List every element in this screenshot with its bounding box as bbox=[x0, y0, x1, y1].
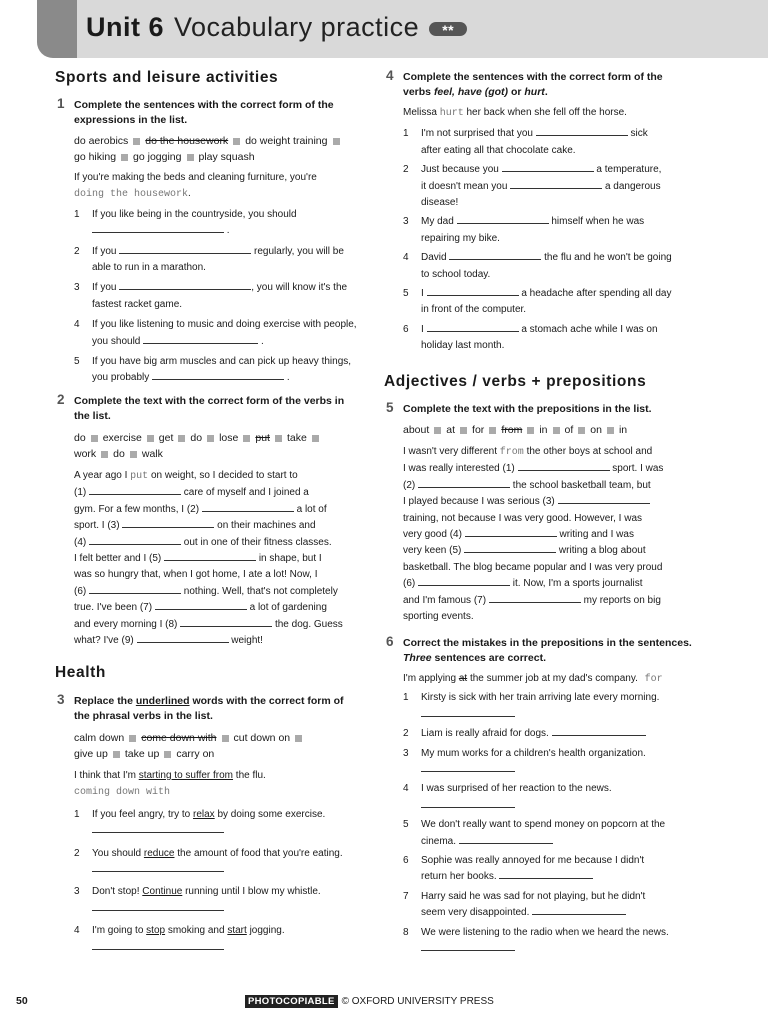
list-item: 1 Kirsty is sick with her train arriving late every morning. bbox=[403, 690, 693, 723]
text-line: training, not because I was very good. However, I was bbox=[403, 512, 643, 524]
exercise-3 bbox=[57, 692, 359, 956]
example: I think that I'm starting to suffer from the flu. coming down with bbox=[74, 770, 266, 799]
answer-blank[interactable] bbox=[502, 162, 594, 172]
list-item: 6 Sophie was really annoyed for me because I didn't return her books. bbox=[403, 855, 645, 883]
separator-square bbox=[187, 154, 194, 161]
answer-blank[interactable] bbox=[464, 543, 556, 553]
example-answer: for bbox=[644, 674, 663, 685]
word: at bbox=[446, 424, 456, 436]
answer-blank[interactable] bbox=[518, 461, 610, 471]
copyright-text: © OXFORD UNIVERSITY PRESS bbox=[341, 996, 494, 1007]
exercise-instruction: Complete the text with the prepositions in the list. bbox=[403, 403, 652, 415]
word: for bbox=[472, 424, 485, 436]
separator-square bbox=[121, 154, 128, 161]
text-line: (1) care of myself and I joined a bbox=[74, 487, 309, 499]
example: Melissa hurt her back when she fell off the horse. bbox=[403, 107, 627, 119]
unit-header-tab bbox=[37, 0, 77, 58]
separator-square bbox=[164, 751, 171, 758]
list-item: 3 My mum works for a children's health organization. bbox=[403, 746, 693, 779]
gap-fill-text bbox=[74, 468, 359, 649]
item-text: If you bbox=[92, 245, 117, 257]
answer-blank[interactable] bbox=[152, 370, 284, 380]
word: play squash bbox=[198, 151, 255, 163]
word: do bbox=[74, 432, 86, 444]
list-item: 2 Liam is really afraid for dogs. bbox=[403, 726, 693, 742]
item-text: regularly, you will be able to run in a marathon. bbox=[92, 245, 344, 274]
text-line: (6) it. Now, I'm a sports journalist bbox=[403, 578, 643, 590]
answer-blank[interactable] bbox=[532, 905, 626, 915]
word: cut down on bbox=[233, 732, 291, 744]
answer-blank[interactable] bbox=[427, 286, 519, 296]
answer-blank[interactable] bbox=[427, 322, 519, 332]
answer-blank[interactable] bbox=[418, 478, 510, 488]
answer-blank[interactable] bbox=[558, 494, 650, 504]
exercise-number: 6 bbox=[386, 634, 394, 649]
word-used: do the housework bbox=[145, 135, 229, 147]
text-line: (6) nothing. Well, that's not completely bbox=[74, 585, 338, 597]
word-used: put bbox=[255, 432, 270, 444]
separator-square bbox=[147, 435, 154, 442]
text-line: I wasn't very different from the other boys at school and bbox=[403, 446, 653, 458]
exercise-2 bbox=[57, 392, 359, 649]
example-answer: from bbox=[499, 447, 524, 458]
item-number: 5 bbox=[74, 356, 80, 368]
word: walk bbox=[141, 448, 163, 460]
text-line: sporting events. bbox=[403, 611, 474, 623]
answer-blank[interactable] bbox=[465, 527, 557, 537]
answer-blank[interactable] bbox=[89, 535, 181, 545]
word: do bbox=[190, 432, 203, 444]
text-line: very keen (5) writing a blog about bbox=[403, 545, 646, 557]
word: of bbox=[564, 424, 574, 436]
separator-square bbox=[527, 427, 534, 434]
item-list bbox=[74, 807, 359, 956]
word: calm down bbox=[74, 732, 125, 744]
answer-blank[interactable] bbox=[510, 179, 602, 189]
word-list bbox=[74, 730, 359, 762]
answer-blank[interactable] bbox=[418, 576, 510, 586]
word-list bbox=[74, 133, 359, 165]
word: do aerobics bbox=[74, 135, 129, 147]
answer-blank[interactable] bbox=[421, 707, 515, 717]
list-item: 7 Harry said he was sad for not playing, but he didn't seem very disappointed. bbox=[403, 890, 646, 919]
word: about bbox=[403, 424, 430, 436]
separator-square bbox=[233, 138, 240, 145]
word-used: come down with bbox=[141, 732, 217, 744]
exercise-instruction: Replace the underlined words with the correct form of the phrasal verbs in the list. bbox=[74, 695, 344, 722]
answer-blank[interactable] bbox=[137, 633, 229, 643]
item-text: , you will know it's the fastest racket game. bbox=[92, 282, 348, 310]
text-line: A year ago I put on weight, so I decided to start to bbox=[74, 470, 298, 482]
separator-square bbox=[460, 427, 467, 434]
example-answer: hurt bbox=[439, 108, 464, 119]
answer-blank[interactable] bbox=[119, 280, 251, 290]
section-title-health: Health bbox=[55, 664, 106, 681]
item-text: . bbox=[226, 225, 230, 237]
item-list bbox=[403, 690, 693, 957]
answer-blank[interactable] bbox=[202, 502, 294, 512]
text-line: sport. I (3) on their machines and bbox=[74, 520, 316, 532]
text-line: true. I've been (7) a lot of gardening bbox=[74, 602, 327, 614]
exercise-instruction: Complete the text with the correct form of the verbs in the list. bbox=[74, 395, 345, 422]
answer-blank[interactable] bbox=[552, 726, 646, 736]
word: go hiking bbox=[74, 151, 117, 163]
text-line: (4) out in one of their fitness classes. bbox=[74, 536, 332, 548]
separator-square bbox=[578, 427, 585, 434]
word-used: from bbox=[501, 424, 523, 436]
page-title bbox=[86, 12, 467, 43]
answer-blank[interactable] bbox=[155, 600, 247, 610]
list-item: 6 I a stomach ache while I was on holiday last month. bbox=[403, 323, 658, 352]
text-line: was so hungry that, when I got home, I ate a lot! Now, I bbox=[74, 569, 318, 581]
exercise-4 bbox=[386, 68, 693, 355]
list-item bbox=[74, 244, 359, 277]
word: work bbox=[74, 448, 97, 460]
item-text: If you like listening to music and doing exercise with people, you should bbox=[92, 319, 357, 347]
word: do weight training bbox=[245, 135, 328, 147]
word: in bbox=[618, 424, 628, 436]
item-text: . bbox=[260, 335, 264, 347]
answer-blank[interactable] bbox=[457, 214, 549, 224]
item-number: 1 bbox=[74, 208, 80, 220]
exercise-number: 5 bbox=[386, 400, 394, 415]
answer-blank[interactable] bbox=[92, 901, 224, 911]
gap-fill-text bbox=[403, 444, 693, 625]
exercise-instruction: Complete the sentences with the correct form of the verbs feel, have (got) or hurt. bbox=[403, 71, 663, 98]
answer-blank[interactable] bbox=[92, 223, 224, 233]
item-text: If you bbox=[92, 282, 117, 294]
answer-blank[interactable] bbox=[180, 617, 272, 627]
word: do bbox=[113, 448, 125, 460]
exercise-5 bbox=[386, 400, 693, 625]
answer-blank[interactable] bbox=[489, 593, 581, 603]
answer-blank[interactable] bbox=[421, 762, 515, 772]
list-item: 2 Just because you a temperature, it doesn't mean you a dangerous disease! bbox=[403, 164, 662, 209]
answer-blank[interactable] bbox=[92, 940, 224, 950]
text-line: (2) the school basketball team, but bbox=[403, 479, 651, 491]
answer-blank[interactable] bbox=[89, 485, 181, 495]
text-line: and I'm famous (7) my reports on big bbox=[403, 594, 661, 606]
list-item: 3 Don't stop! Continue running until I blow my whistle. bbox=[74, 884, 359, 917]
separator-square bbox=[607, 427, 614, 434]
word: take bbox=[286, 432, 307, 444]
exercise-instruction: Complete the sentences with the correct form of the expressions in the list. bbox=[74, 99, 334, 126]
word: on bbox=[590, 424, 602, 436]
list-item: 8 We were listening to the radio when we heard the news. bbox=[403, 925, 693, 958]
example: I'm applying at the summer job at my dad's company. for bbox=[403, 673, 663, 685]
text-line: what? I've (9) weight! bbox=[74, 635, 263, 647]
text-line: and every morning I (8) the dog. Guess bbox=[74, 618, 343, 630]
separator-square bbox=[101, 451, 108, 458]
list-item bbox=[74, 317, 359, 350]
list-item: 4 I was surprised of her reaction to the news. bbox=[403, 781, 693, 814]
answer-blank[interactable] bbox=[164, 551, 256, 561]
separator-square bbox=[489, 427, 496, 434]
unit-title: Vocabulary practice bbox=[174, 12, 420, 42]
example-answer: put bbox=[130, 471, 149, 482]
answer-blank[interactable] bbox=[421, 941, 515, 951]
example-answer: coming down with bbox=[74, 787, 171, 799]
word: take up bbox=[124, 748, 160, 760]
word: get bbox=[158, 432, 174, 444]
exercise-instruction: Correct the mistakes in the prepositions in the sentences. Three sentences are correct. bbox=[403, 637, 692, 664]
separator-square bbox=[113, 751, 120, 758]
answer-blank[interactable] bbox=[143, 334, 258, 344]
separator-square bbox=[130, 451, 137, 458]
list-item: 2 You should reduce the amount of food that you're eating. bbox=[74, 846, 359, 879]
separator-square bbox=[133, 138, 140, 145]
list-item bbox=[74, 207, 359, 240]
separator-square bbox=[178, 435, 185, 442]
answer-blank[interactable] bbox=[122, 518, 214, 528]
section-title-adjectives: Adjectives / verbs + prepositions bbox=[384, 373, 647, 390]
example-answer: doing the housework bbox=[74, 189, 189, 201]
unit-number: Unit 6 bbox=[86, 12, 165, 42]
text-line: I was really interested (1) sport. I was bbox=[403, 463, 664, 475]
text-line: very good (4) writing and I was bbox=[403, 529, 634, 541]
level-badge: ** bbox=[429, 22, 467, 36]
separator-square bbox=[243, 435, 250, 442]
list-item: 5 We don't really want to spend money on popcorn at the cinema. bbox=[403, 819, 666, 847]
list-item: 3 My dad himself when he was repairing my bike. bbox=[403, 216, 645, 244]
separator-square bbox=[312, 435, 319, 442]
exercise-6 bbox=[386, 634, 693, 958]
text-line: gym. For a few months, I (2) a lot of bbox=[74, 503, 327, 515]
item-list bbox=[74, 207, 359, 387]
word: go jogging bbox=[133, 151, 182, 163]
list-item bbox=[74, 354, 359, 387]
copyright-footer bbox=[245, 996, 494, 1007]
separator-square bbox=[129, 735, 136, 742]
answer-blank[interactable] bbox=[119, 244, 251, 254]
answer-blank[interactable] bbox=[92, 862, 224, 872]
answer-blank[interactable] bbox=[449, 250, 541, 260]
text-line: I played because I was serious (3) bbox=[403, 494, 693, 510]
answer-blank[interactable] bbox=[421, 798, 515, 808]
exercise-number: 4 bbox=[386, 68, 394, 83]
list-item: 1 If you feel angry, try to relax by doing some exercise. bbox=[74, 807, 359, 840]
exercise-number: 3 bbox=[57, 692, 65, 707]
exercise-number: 2 bbox=[57, 392, 65, 407]
separator-square bbox=[553, 427, 560, 434]
example: If you're making the beds and cleaning furniture, you're doing the housework. bbox=[74, 172, 317, 201]
text-line: I felt better and I (5) in shape, but I bbox=[74, 553, 322, 565]
item-number: 4 bbox=[74, 319, 80, 331]
exercise-1 bbox=[57, 96, 359, 387]
separator-square bbox=[275, 435, 282, 442]
item-list bbox=[403, 126, 693, 354]
answer-blank[interactable] bbox=[92, 823, 224, 833]
answer-blank[interactable] bbox=[536, 126, 628, 136]
word: in bbox=[539, 424, 548, 436]
list-item: 4 I'm going to stop smoking and start jogging. bbox=[74, 923, 359, 956]
item-number: 3 bbox=[74, 282, 80, 294]
section-title-sports: Sports and leisure activities bbox=[55, 69, 279, 86]
separator-square bbox=[91, 435, 98, 442]
separator-square bbox=[333, 138, 340, 145]
answer-blank[interactable] bbox=[499, 869, 593, 879]
word-list bbox=[403, 422, 693, 438]
separator-square bbox=[207, 435, 214, 442]
exercise-number: 1 bbox=[57, 96, 65, 111]
word-list bbox=[74, 430, 359, 462]
answer-blank[interactable] bbox=[459, 834, 553, 844]
list-item: 1 I'm not surprised that you sick after eating all that chocolate cake. bbox=[403, 128, 648, 156]
separator-square bbox=[295, 735, 302, 742]
page-number: 50 bbox=[16, 995, 28, 1007]
text-line: basketball. The blog became popular and I was very proud bbox=[403, 561, 663, 573]
separator-square bbox=[434, 427, 441, 434]
word: exercise bbox=[102, 432, 142, 444]
item-number: 2 bbox=[74, 245, 80, 257]
list-item bbox=[74, 280, 359, 313]
list-item: 4 David the flu and he won't be going to school today. bbox=[403, 252, 672, 280]
separator-square bbox=[222, 735, 229, 742]
answer-blank[interactable] bbox=[89, 584, 181, 594]
list-item: 5 I a headache after spending all day in front of the computer. bbox=[403, 288, 672, 316]
word: carry on bbox=[176, 748, 215, 760]
word: give up bbox=[74, 748, 108, 760]
item-text: If you have big arm muscles and can pick up heavy things, you probably bbox=[92, 356, 352, 384]
item-text: If you like being in the countryside, you should bbox=[92, 208, 297, 220]
photocopiable-label: PHOTOCOPIABLE bbox=[245, 995, 338, 1008]
example-text: If you're making the beds and cleaning furniture, you're bbox=[74, 172, 317, 183]
word: lose bbox=[219, 432, 239, 444]
item-text: . bbox=[286, 372, 290, 384]
